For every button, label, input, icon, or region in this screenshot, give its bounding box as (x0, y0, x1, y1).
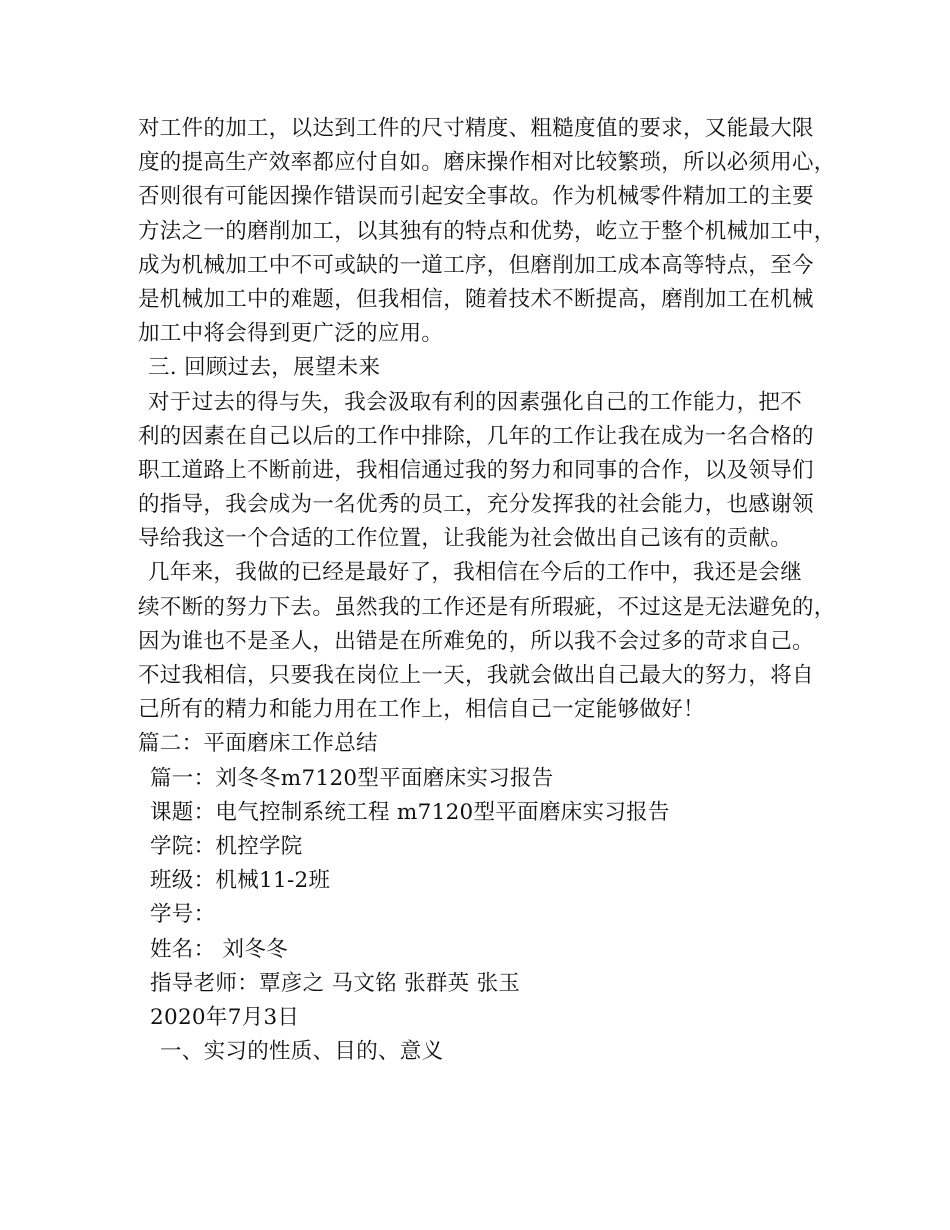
section-heading: 篇二：平面磨床工作总结 (138, 731, 378, 757)
section-heading: 三. 回顾过去，展望未来 (148, 355, 381, 381)
report-title-line: 篇一：刘冬冬m7120型平面磨床实习报告 (150, 765, 554, 791)
document-body (138, 112, 836, 1069)
report-advisor-line: 指导老师：覃彦之 马文铭 张群英 张玉 (150, 970, 521, 996)
paragraph-line: 导给我这一个合适的工作位置，让我能为社会做出自己该有的贡献。 (138, 526, 793, 552)
paragraph-line: 己所有的精力和能力用在工作上，相信自己一定能够做好！ (138, 697, 705, 723)
paragraph-line: 续不断的努力下去。虽然我的工作还是有所瑕疵，不过这是无法避免的， (138, 594, 836, 620)
section-heading: 一、实习的性质、目的、意义 (160, 1039, 444, 1065)
report-name-line: 姓名： 刘冬冬 (150, 936, 288, 962)
paragraph-line: 成为机械加工中不可或缺的一道工序，但磨削加工成本高等特点，至今 (138, 252, 814, 278)
paragraph-line: 是机械加工中的难题，但我相信，随着技术不断提高，磨削加工在机械 (138, 286, 814, 312)
paragraph-line: 否则很有可能因操作错误而引起安全事故。作为机械零件精加工的主要 (138, 184, 814, 210)
paragraph-line: 对于过去的得与失，我会汲取有利的因素强化自己的工作能力，把不 (148, 389, 803, 415)
report-date-line: 2020年7月3日 (150, 1004, 300, 1030)
paragraph-line: 不过我相信，只要我在岗位上一天，我就会做出自己最大的努力，将自 (138, 663, 814, 688)
report-college-line: 学院：机控学院 (150, 833, 303, 859)
report-student-id-line: 学号： (150, 902, 216, 928)
paragraph-line: 方法之一的磨削加工，以其独有的特点和优势，屹立于整个机械加工中， (138, 218, 836, 244)
paragraph-line: 的指导，我会成为一名优秀的员工，充分发挥我的社会能力，也感谢领 (138, 492, 814, 518)
paragraph-line: 职工道路上不断前进，我相信通过我的努力和同事的合作，以及领导们 (138, 457, 814, 483)
report-class-line: 班级：机械11-2班 (150, 868, 331, 894)
paragraph-line: 对工件的加工，以达到工件的尺寸精度、粗糙度值的要求，又能最大限 (138, 116, 814, 141)
paragraph-line: 因为谁也不是圣人，出错是在所难免的，所以我不会过多的苛求自己。 (138, 628, 814, 654)
report-topic-line: 课题：电气控制系统工程 m7120型平面磨床实习报告 (150, 799, 670, 825)
paragraph-line: 加工中将会得到更广泛的应用。 (138, 321, 444, 347)
paragraph-line: 利的因素在自己以后的工作中排除，几年的工作让我在成为一名合格的 (138, 423, 814, 449)
paragraph-line: 几年来，我做的已经是最好了，我相信在今后的工作中，我还是会继 (148, 560, 803, 586)
paragraph-line: 度的提高生产效率都应付自如。磨床操作相对比较繁琐，所以必须用心， (138, 150, 836, 176)
